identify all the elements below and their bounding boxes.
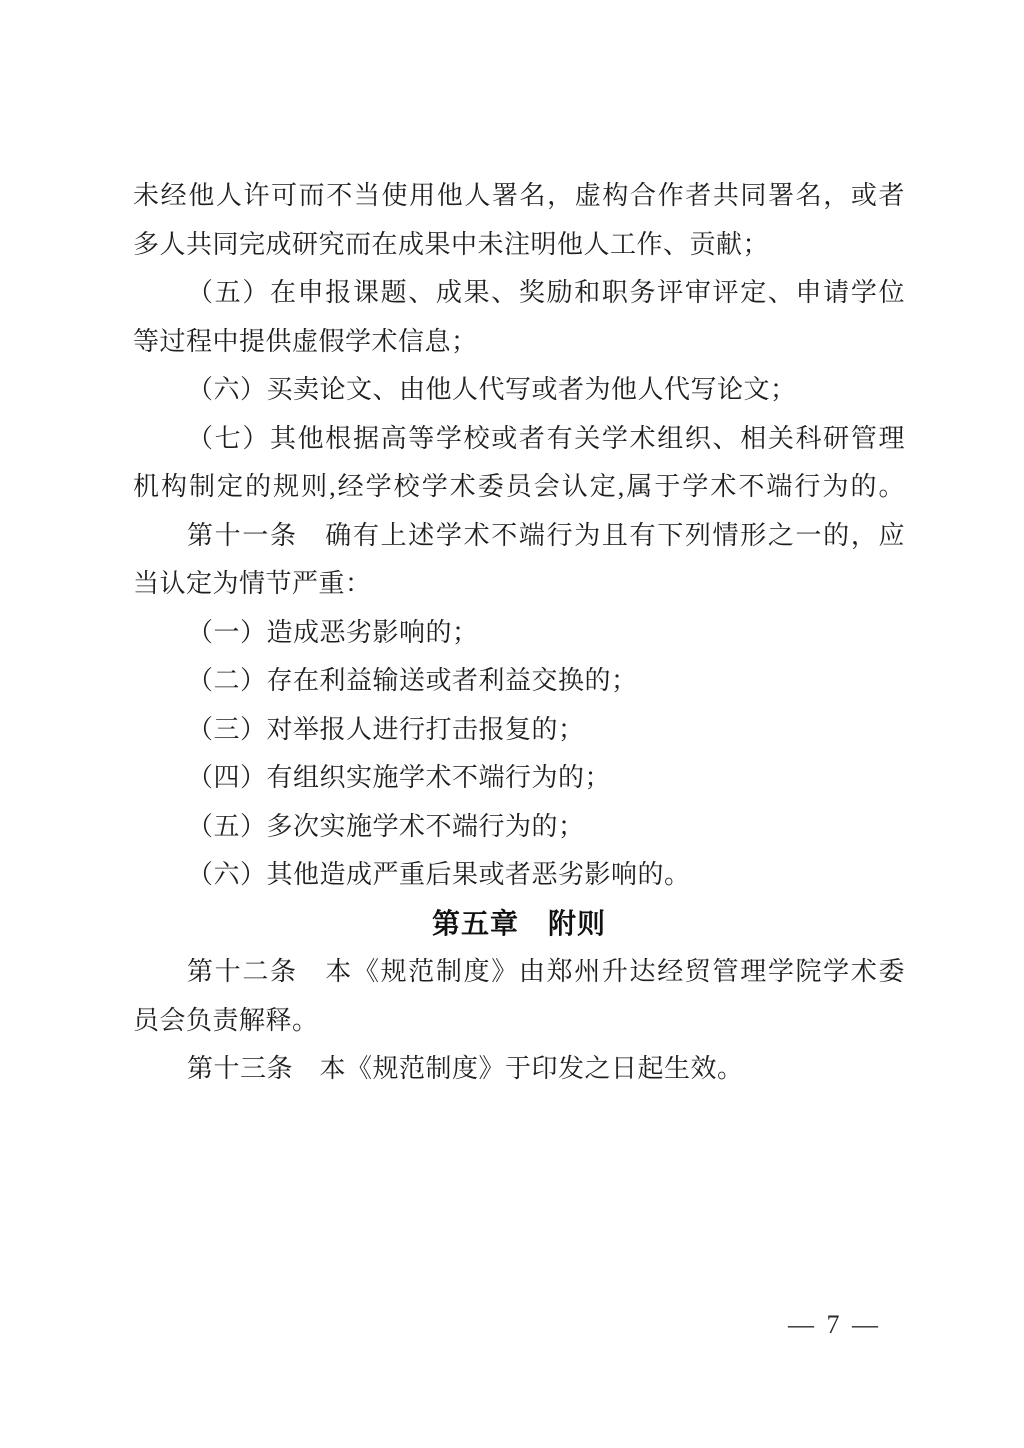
page-number: — 7 — [788,1310,881,1339]
text-line: 等过程中提供虚假学术信息； [133,326,478,356]
document-body [133,172,905,1094]
text-line: 机构制定的规则,经学校学术委员会认定,属于学术不端行为的。 [133,472,905,501]
text-line: 第十一条 确有上述学术不端行为且有下列情形之一的，应 [187,520,905,550]
text-line: 多人共同完成研究而在成果中未注明他人工作、贡献； [133,229,770,259]
text-line: 第十二条 本《规范制度》由郑州升达经贸管理学院学术委 [187,957,905,986]
text-line: （七）其他根据高等学校或者有关学术组织、相关科研管理 [187,423,905,453]
text-line: （五）多次实施学术不端行为的； [187,811,585,841]
text-line: （二）存在利益输送或者利益交换的； [187,666,638,695]
text-line: 第十三条 本《规范制度》于印发之日起生效。 [187,1054,744,1083]
text-line: 当认定为情节严重： [133,569,372,598]
text-line: （六）买卖论文、由他人代写或者为他人代写论文； [187,375,797,404]
chapter-heading: 第五章 附则 [431,907,606,939]
text-line: （三）对举报人进行打击报复的； [187,714,585,744]
text-line: （六）其他造成严重后果或者恶劣影响的。 [187,860,691,889]
text-line: （五）在申报课题、成果、奖励和职务评审评定、申请学位 [187,278,905,307]
text-line: 未经他人许可而不当使用他人署名，虚构合作者共同署名，或者 [133,181,905,210]
text-line: 员会负责解释。 [133,1005,319,1035]
text-line: （四）有组织实施学术不端行为的； [187,763,612,792]
text-line: （一）造成恶劣影响的； [187,617,479,647]
